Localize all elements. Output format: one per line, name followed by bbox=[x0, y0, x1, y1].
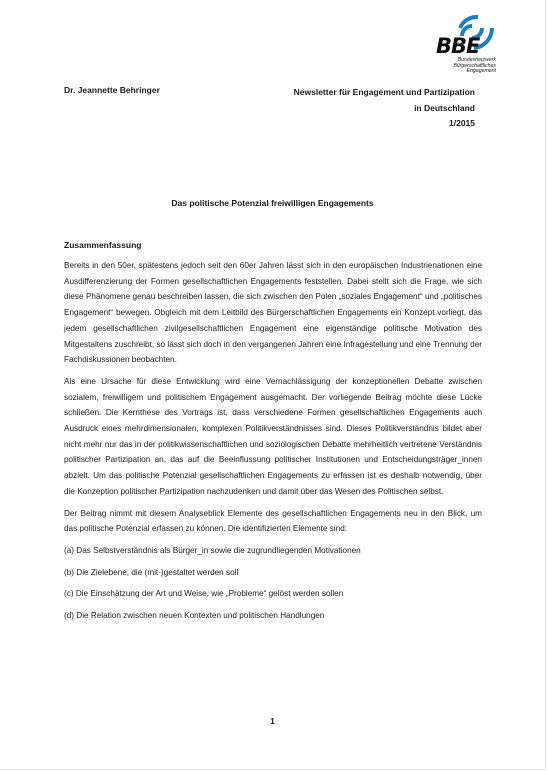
paragraph-3: Der Beitrag nimmt mit diesem Analyseblick Elemente des gesellschaftlichen Engagements neu in den Blick, um das politische Potenzial erfassen zu können. Die identifizierten Elemente sind: bbox=[64, 508, 482, 534]
bbe-logo bbox=[414, 14, 496, 76]
paragraph-1: Bereits in den 50er, spätestens jedoch seit den 60er Jahren lässt sich in den europäischen Industrienationen eine Ausdifferenzierung der Formen gesellschaftlichen Engagements feststellen. Dabei stellt sich die Frage, wie sich diese Phänomene genau beschreiben lassen, die sich zwischen den Polen „soziales Engagement“ und „politisches Engagement“ bewegen. Obgleich mit dem Leitbild des Bürgerschaftlichen Engagements ein Konzept vorliegt, das jedem gesellschaftlichen zivilgesellschaftlichen Engagement eine eigenständige politische Motivation des Mitgestaltens zuschreibt, so lässt sich doch in den vergangenen Jahren eine Infragestellung und eine Trennung der Fachdiskussionen beobachten. bbox=[64, 261, 482, 365]
newsletter-info bbox=[294, 85, 475, 132]
logo-subline-1: Bundesnetzwerk bbox=[457, 57, 496, 63]
author-name: Dr. Jeannette Behringer bbox=[64, 85, 160, 95]
newsletter-line-1: Newsletter für Engagement und Partizipation bbox=[293, 87, 475, 97]
list-item-d: (d) Die Relation zwischen neuen Kontexten und politischen Handlungen bbox=[64, 611, 325, 621]
article-title: Das politische Potenzial freiwilligen Engagements bbox=[171, 198, 374, 208]
logo-subline-2: Bürgerschaftliches bbox=[453, 62, 496, 69]
paragraph-2: Als eine Ursache für diese Entwicklung wird eine Vernachlässigung der konzeptionellen Debatte zwischen sozialem, freiwilligem und politischem Engagement ausgemacht. Der vorliegende Beitrag möchte diese Lücke schließen. Die Kernthese des Vortrags ist, dass verschiedene Formen gesellschaftlichen Engagements auch Ausdruck eines mehrdimensionalen, komplexen Politikverständnisses sind. Dieses Politikverständnis bildet aber nicht mehr nur das in der politikwissenschaftlichen und soziologischen Debatte mehrheitlich vertretene Verständnis politischer Partizipation an, das auf die Beeinflussung politischer Institutionen und Entscheidungsträger_innen abzielt. Um das politische Potenzial gesellschaftlichen Engagements zu erfassen ist es deshalb notwendig, über die Konzeption politischer Partizipation nachzudenken und damit über das Wesen des Politischen selbst. bbox=[64, 376, 482, 496]
newsletter-line-2: in Deutschland bbox=[414, 102, 475, 113]
newsletter-issue: 1/2015 bbox=[449, 118, 475, 128]
page-number: 1 bbox=[270, 716, 275, 726]
logo-subline-3: Engagement bbox=[466, 68, 496, 75]
logo-subline bbox=[414, 58, 496, 75]
logo-mark: BBE bbox=[436, 34, 480, 58]
summary-heading: Zusammenfassung bbox=[64, 240, 142, 250]
list-item-a: (a) Das Selbstverständnis als Bürger_in sowie die zugrundliegenden Motivationen bbox=[64, 545, 361, 555]
article-body bbox=[64, 258, 482, 630]
element-list bbox=[64, 543, 482, 624]
list-item-c: (c) Die Einschätzung der Art und Weise, wie „Probleme“ gelöst werden sollen bbox=[64, 589, 344, 599]
list-item-b: (b) Die Zielebene, die (mit-)gestaltet werden soll bbox=[64, 567, 239, 577]
